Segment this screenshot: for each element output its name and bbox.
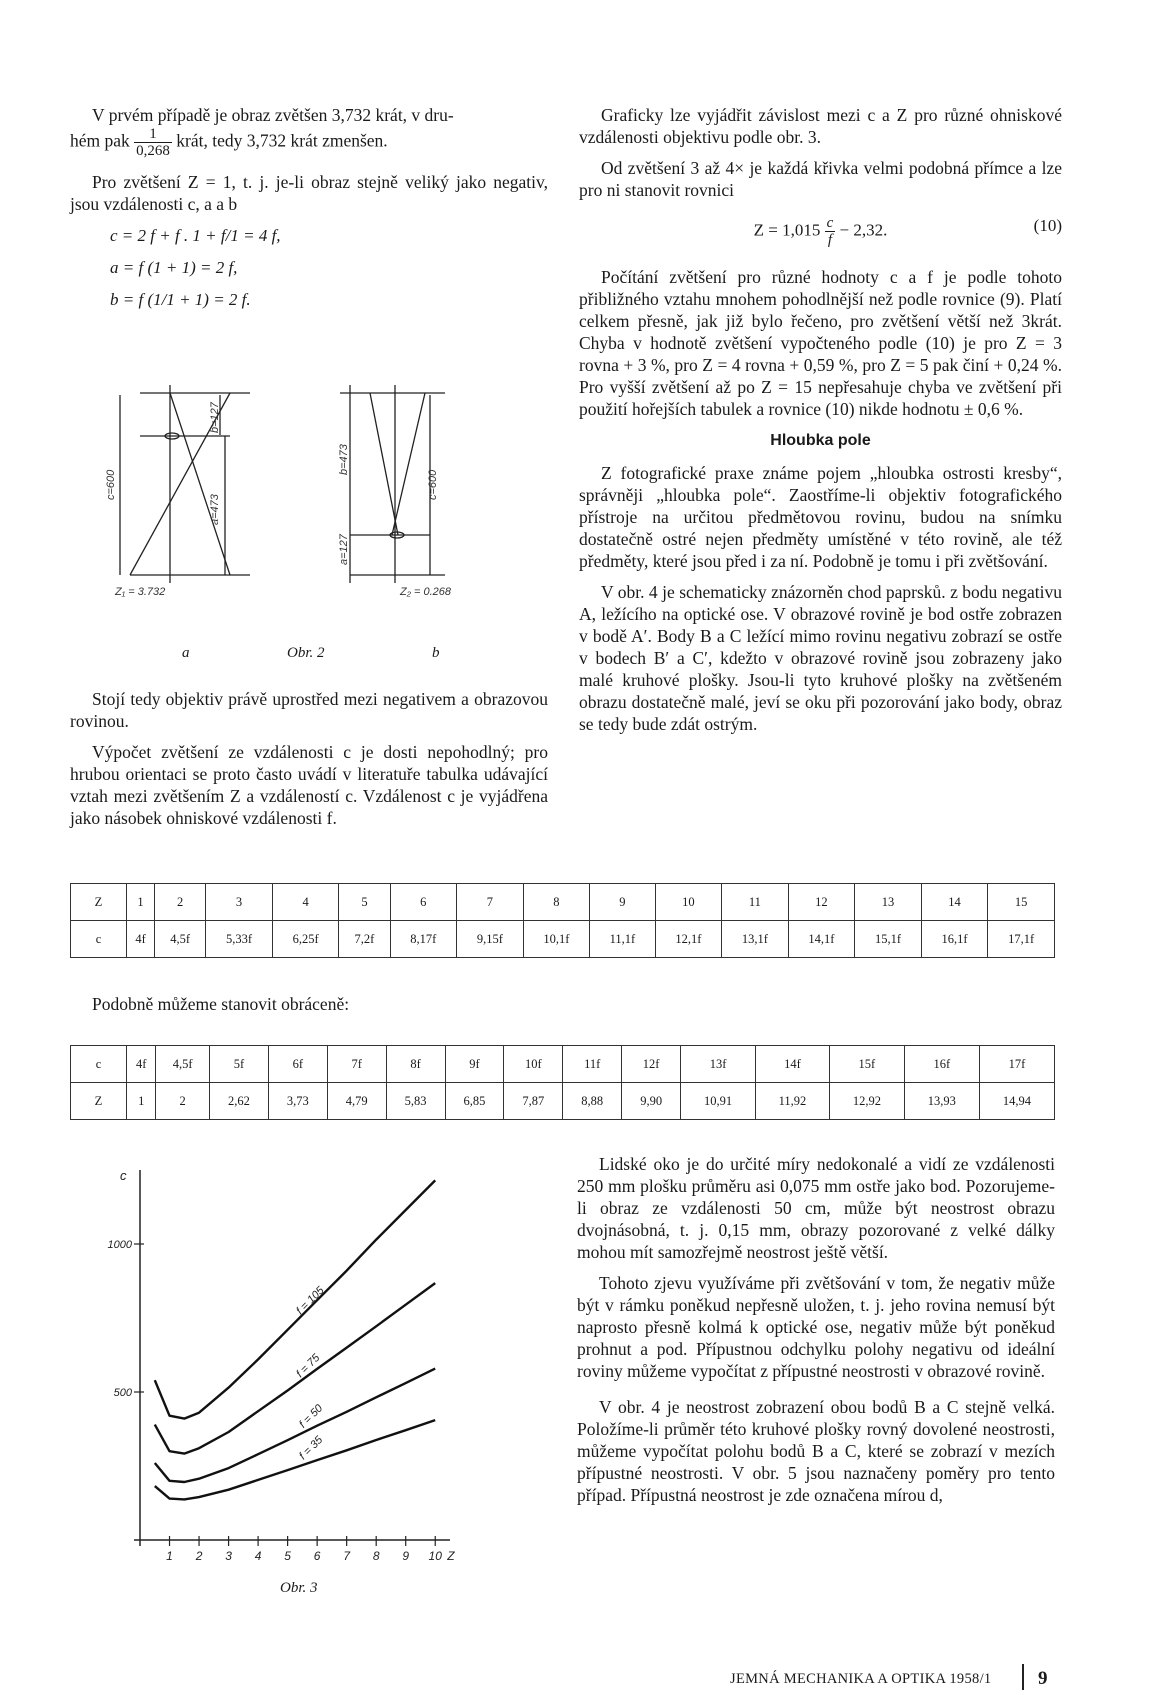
table-cell: 3: [206, 884, 273, 921]
table-cell: 10,91: [681, 1083, 756, 1120]
series-label: f = 35: [297, 1434, 326, 1463]
eq10-num: c: [826, 215, 834, 231]
fig2-c600-b: c=600: [427, 469, 439, 500]
y-tick-label: 1000: [107, 1239, 132, 1251]
table-cell: 15,1f: [855, 921, 922, 958]
table-cell: 7,2f: [339, 921, 390, 958]
left-column-top: [70, 104, 548, 320]
table-cell: 11,1f: [590, 921, 655, 958]
table-c-z: [70, 1045, 1055, 1120]
eq10-fraction: [825, 215, 836, 248]
table-cell: 15f: [829, 1046, 904, 1083]
left-column-bottom: [70, 688, 548, 838]
table-cell: 11: [722, 884, 789, 921]
table-cell: 12,92: [829, 1083, 904, 1120]
table-cell: 2,62: [209, 1083, 268, 1120]
right-column-top: [579, 104, 1062, 744]
series-line: [155, 1180, 435, 1418]
between-text: Podobně můžeme stanovit obráceně:: [92, 994, 350, 1014]
eq10-number: (10): [1033, 216, 1062, 235]
table-cell: 12f: [622, 1046, 681, 1083]
table-cell: 14: [921, 884, 988, 921]
table-cell: 7: [457, 884, 524, 921]
figure-2: [100, 385, 500, 615]
equations: [110, 224, 548, 312]
table-z-c: [70, 883, 1055, 958]
fig2-label-a: a: [182, 645, 190, 661]
text-span: krát, tedy 3,732 krát zmenšen.: [176, 130, 388, 151]
paragraph-r1: Graficky lze vyjádřit závislost mezi c a Z pro různé ohniskové vzdálenosti objektivu podle obr. 3.: [579, 105, 1062, 147]
table-cell: 6: [390, 884, 457, 921]
x-tick-label: 7: [343, 1549, 351, 1563]
x-tick-label: 2: [195, 1549, 203, 1563]
table-cell: 8: [523, 884, 590, 921]
table-cell: 4f: [127, 921, 155, 958]
figure-3-chart: [90, 1150, 490, 1570]
paragraph-r2: Od zvětšení 3 až 4× je každá křivka velmi podobná přímce a lze pro ni stanovit rovnici: [579, 158, 1062, 200]
table-cell: 13f: [681, 1046, 756, 1083]
table-cell: 9,15f: [457, 921, 524, 958]
paragraph-rb3: V obr. 4 je neostrost zobrazení obou bodů B a C stejně velká. Položíme-li průměr této kruhové plošky rovný dovolené neostrosti, můžeme vypočítat polohu bodů B a C, které se zobrazí v mezích přípustné neostrosti. V obr. 5 jsou naznačeny poměry pro tento případ. Přípustná neostrost je zde označena mírou d,: [577, 1397, 1055, 1505]
fig2-b473: b=473: [338, 444, 350, 475]
equation-10: [579, 215, 1062, 248]
x-tick-label: 9: [402, 1549, 410, 1563]
table-row-label: Z: [71, 884, 127, 921]
fig2-z-a: Z₁ = 3.732: [115, 586, 166, 598]
equation-a: a = f (1 + 1) = 2 f,: [110, 258, 238, 277]
table-cell: 6,25f: [272, 921, 339, 958]
table-cell: 6f: [268, 1046, 327, 1083]
table-cell: 16f: [904, 1046, 979, 1083]
table-cell: 4,79: [327, 1083, 386, 1120]
table-cell: 8,88: [563, 1083, 622, 1120]
paragraph-1b: [70, 126, 548, 159]
table-cell: 5,33f: [206, 921, 273, 958]
journal-footer: JEMNÁ MECHANIKA A OPTIKA 1958/1: [730, 1671, 992, 1687]
page-number: 9: [1038, 1668, 1048, 1689]
fig2-label-b: b: [432, 645, 440, 661]
table-cell: 3,73: [268, 1083, 327, 1120]
table-cell: 17f: [979, 1046, 1054, 1083]
table-cell: 14f: [756, 1046, 830, 1083]
table-cell: 1: [127, 884, 155, 921]
table-row: [71, 1046, 1055, 1083]
fraction-num: 1: [134, 126, 172, 143]
table-cell: 6,85: [445, 1083, 504, 1120]
table-cell: 10f: [504, 1046, 563, 1083]
table-cell: 8f: [386, 1046, 445, 1083]
y-tick-label: 500: [113, 1387, 132, 1399]
x-tick-label: 3: [225, 1549, 232, 1563]
table-cell: 16,1f: [921, 921, 988, 958]
paragraph-1a: V prvém případě je obraz zvětšen 3,732 krát, v dru-: [92, 105, 454, 125]
table-cell: 12,1f: [655, 921, 722, 958]
table-cell: 9,90: [622, 1083, 681, 1120]
paragraph-rb2: Tohoto zjevu využíváme při zvětšování v tom, že negativ může být v rámku poněkud nepřesně uložen, t. j. jeho rovina nemusí být naprosto přesně kolmá k optické ose, negativ může být poněkud prohnut a pod. Přípustnou odchylku polohy negativu od ideální roviny můžeme vypočítat z přípustné neostrosti v obrazové rovině.: [577, 1273, 1055, 1381]
table-cell: 11f: [563, 1046, 622, 1083]
table-row: [71, 921, 1055, 958]
x-tick-label: 6: [313, 1549, 321, 1563]
table-cell: 4,5f: [156, 1046, 210, 1083]
table-cell: 17,1f: [988, 921, 1055, 958]
text-span: hém pak: [70, 130, 135, 151]
table-cell: 7,87: [504, 1083, 563, 1120]
table-row-label: c: [71, 921, 127, 958]
eq10-left: Z = 1,015: [753, 220, 821, 240]
table-cell: 4: [272, 884, 339, 921]
table-cell: 5,83: [386, 1083, 445, 1120]
x-tick-label: 5: [284, 1549, 291, 1563]
table-cell: 5: [339, 884, 390, 921]
fig2-a127: a=127: [338, 534, 350, 565]
table-cell: 11,92: [756, 1083, 830, 1120]
eq10-right: − 2,32.: [839, 220, 888, 240]
table-row-label: Z: [71, 1083, 127, 1120]
paragraph-4: Výpočet zvětšení ze vzdálenosti c je dosti nepohodlný; pro hrubou orientaci se proto často uvádí v literatuře tabulka udávající vztah mezi zvětšením Z a vzdáleností c. Vzdálenost c je vyjádřena jako násobek ohniskové vzdálenosti f.: [70, 742, 548, 828]
table-cell: 14,94: [979, 1083, 1054, 1120]
table-cell: 13: [855, 884, 922, 921]
y-axis-label: c: [120, 1168, 127, 1183]
table-row-label: c: [71, 1046, 127, 1083]
table-cell: 7f: [327, 1046, 386, 1083]
table-cell: 10,1f: [523, 921, 590, 958]
table-cell: 15: [988, 884, 1055, 921]
fraction: [134, 126, 172, 159]
x-tick-label: 4: [254, 1549, 262, 1563]
table-cell: 9f: [445, 1046, 504, 1083]
table-cell: 4f: [127, 1046, 156, 1083]
x-tick-label: 8: [372, 1549, 380, 1563]
series-label: f = 75: [294, 1351, 323, 1381]
series-line: [155, 1420, 435, 1499]
table-cell: 13,93: [904, 1083, 979, 1120]
right-column-bottom: [577, 1153, 1055, 1515]
series-label: f = 50: [297, 1402, 326, 1431]
paragraph-r5: V obr. 4 je schematicky znázorněn chod paprsků. z bodu negativu A, ležícího na optické ose. V obrazové rovině je bod ostře zobrazen v bodě A′. Body B a C ležící mimo rovinu negativu zobrazí se ostře v bodech B′ a C′, kdežto v obrazové rovině jsou zobrazeny jako malé kruhové plošky. Jsou-li tyto kruhové plošky na zvětšeném obrazu dostatečně malé, jeví se oku při pozorování jako body, obraz se tedy bude zdát ostrým.: [579, 582, 1062, 734]
fig2-a473: a=473: [209, 494, 221, 525]
table-cell: 12: [788, 884, 855, 921]
equation-b: b = f (1/1 + 1) = 2 f.: [110, 290, 251, 309]
fraction-den: 0,268: [136, 143, 170, 159]
table-cell: 14,1f: [788, 921, 855, 958]
fig2-b127: b=127: [209, 402, 221, 433]
table-cell: 4,5f: [155, 921, 206, 958]
table-cell: 10: [655, 884, 722, 921]
section-heading: Hloubka pole: [770, 432, 871, 449]
fig2-c600-a: c=600: [105, 469, 117, 500]
equation-c: c = 2 f + f . 1 + f/1 = 4 f,: [110, 226, 281, 245]
table-cell: 5f: [209, 1046, 268, 1083]
table-cell: 1: [127, 1083, 156, 1120]
table-cell: 13,1f: [722, 921, 789, 958]
eq10-den: f: [827, 232, 833, 248]
fig2-caption: Obr. 2: [287, 645, 325, 661]
paragraph-3: Stojí tedy objektiv právě uprostřed mezi negativem a obrazovou rovinou.: [70, 689, 548, 731]
paragraph-r3: Počítání zvětšení pro různé hodnoty c a f je podle tohoto přibližného vztahu mnohem pohodlnější než podle rovnice (9). Platí celkem přesně, jak již bylo řečeno, pro zvětšení větší než 3krát. Chyba v hodnotě zvětšení vypočteného podle (10) je pro Z = 3 rovna + 3 %, pro Z = 4 rovna + 0,59 %, pro Z = 5 pak činí + 0,24 %. Pro vyšší zvětšení až po Z = 15 nepřesahuje chyba ve zvětšení při použití hořejších tabulek a rovnice (10) nikde hodnotu ± 0,6 %.: [579, 267, 1062, 419]
paragraph-r4: Z fotografické praxe známe pojem „hloubka ostrosti kresby“, správněji „hloubka pole“. Zaostříme-li objektiv fotografického přístroje na určitou předmětovou rovinu, budou na snímku dostatečně ostré nejen předměty umístěné v této rovině, ale též předměty, které jsou před i za ní. Podobně je tomu i při zvětšování.: [579, 463, 1062, 571]
footer-divider: [1022, 1664, 1024, 1690]
paragraph-2: Pro zvětšení Z = 1, t. j. je-li obraz stejně veliký jako negativ, jsou vzdálenosti c, a a b: [70, 172, 548, 214]
paragraph-rb1: Lidské oko je do určité míry nedokonalé a vidí ze vzdálenosti 250 mm plošku průměru asi 0,075 mm ostře jako bod. Pozorujeme-li obraz ze vzdálenosti 50 cm, může být neostrost obrazu dvojnásobná, t. j. 0,15 mm, obrazy pozorované z velké dálky mohou mít samozřejmě neostrost ještě větší.: [577, 1154, 1055, 1262]
table-row: [71, 884, 1055, 921]
table-cell: 2: [156, 1083, 210, 1120]
table-row: [71, 1083, 1055, 1120]
table-cell: 8,17f: [390, 921, 457, 958]
table-cell: 2: [155, 884, 206, 921]
fig3-caption: Obr. 3: [280, 1580, 318, 1596]
table-cell: 9: [590, 884, 655, 921]
fig2-z-b: Z₂ = 0.268: [400, 586, 451, 598]
series-label: f = 105: [294, 1284, 327, 1318]
x-axis-label: Z: [447, 1549, 455, 1563]
x-tick-label: 1: [166, 1549, 173, 1563]
x-tick-label: 10: [428, 1549, 442, 1563]
